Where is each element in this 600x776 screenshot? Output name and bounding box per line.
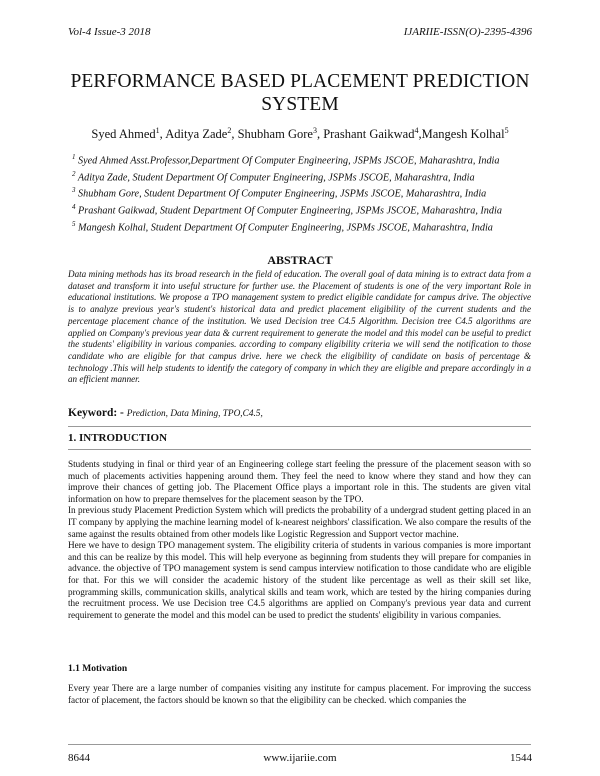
author-list: Syed Ahmed$^1$, Aditya Zade$^2$, Shubham Gore$^3$, Prashant Gaikwad$^4$,Mangesh Kolhal$^5$ [91, 126, 509, 142]
affiliation-item: $^2$ Aditya Zade, Student Department Of Computer Engineering, JSPMs JSCOE, Maharashtra, India [72, 169, 475, 184]
author-name: Mangesh Kolhal [421, 127, 505, 142]
author-name: Syed Ahmed [91, 127, 156, 142]
footer-divider [68, 744, 531, 745]
page-number-left: 8644 [68, 752, 90, 764]
section-divider [68, 426, 531, 427]
author-sup: 1 [155, 126, 160, 135]
title-line-2: SYSTEM [261, 94, 339, 115]
journal-volume: Vol-4 Issue-3 2018 [68, 26, 151, 38]
paper-title [40, 70, 560, 116]
abstract-text: Data mining methods has its broad research in the field of education. The overall goal of data mining is to extract data from a dataset and transform it into useful structure for further use. the Placement of students is one of the very important Role in educational institutions. We propose a TPO management system to predict eligible candidate for campus drive. The objective is to analyze previous year's student's historical data and predict placement eligibility of the current students and the percentage placement chance of the institution. We used Decision tree C4.5 Algorithm. Decision tree C4.5 algorithms are applied on Company's previous year data & current requirement to generate the model and this model can be useful to predict the students' eligibility in various companies. according to company eligibility criteria we will send the notification to those candidate who are eligible for that campus drive. here we check the eligibility of candidate on basis of percentage & technology .This will help students to identify the category of company in which they are eligible and prepare accordingly in a an efficient manner. [68, 269, 531, 385]
affiliation-item: $^3$ Shubham Gore, Student Department Of Computer Engineering, JSPMs JSCOE, Maharashtra, India [72, 186, 487, 200]
author-sup: 4 [414, 126, 419, 135]
journal-issn: IJARIIE-ISSN(O)-2395-4396 [403, 26, 532, 38]
journal-site: www.ijariie.com [263, 752, 337, 764]
motivation-text: Every year There are a large number of companies visiting any institute for campus placement. For improving the success factor of placement, the factors should be known so that the eligibility can be checked. which companies the [68, 683, 531, 705]
keyword-text: Prediction, Data Mining, TPO,C4.5, [126, 409, 263, 419]
intro-paragraph: Students studying in final or third year of an Engineering college start feeling the pressure of the placement season with so much of placements activities happening around them. They feel the need to know where they stand and how they can improve their chances of getting job. The Placement Office plays a important role in this. The students are given vital information on how to prepare themselves for the placement season by the TPO. [68, 459, 531, 504]
intro-paragraph: In previous study Placement Prediction System which will predicts the probability of a undergrad student getting placed in an IT company by applying the machine learning model of k-nearest neighbors' classification. We also compare the results of the same against the results obtained from other models like Logistic Regression and Support vector machine. [68, 505, 531, 539]
affiliation-item: $^5$ Mangesh Kolhal, Student Department Of Computer Engineering, JSPMs JSCOE, Maharashtra, India [72, 219, 493, 234]
keywords [68, 407, 263, 419]
author-name: Prashant Gaikwad [323, 127, 415, 142]
keyword-label: Keyword: - [68, 407, 124, 419]
affiliation-list [72, 151, 552, 234]
author-sup: 2 [227, 126, 232, 135]
title-line-1: PERFORMANCE BASED PLACEMENT PREDICTION [70, 71, 530, 92]
introduction-body [68, 459, 531, 621]
author-name: Shubham Gore [237, 127, 313, 142]
author-name: Aditya Zade [165, 127, 228, 142]
section-divider [68, 449, 531, 450]
abstract-heading: ABSTRACT [267, 253, 333, 267]
author-sup: 3 [312, 126, 317, 135]
subsection-heading-motivation: 1.1 Motivation [68, 664, 128, 674]
author-sup: 5 [504, 126, 509, 135]
intro-paragraph: Here we have to design TPO management system. The eligibility criteria of students in various companies is more important and this can be realize by this model. This will help everyone as beginning from students they will prepare for companies in advance. the objective of TPO management system is send campus interview notification to those candidate who are eligible for that. For this we will consider the academic history of the student like percentage as well as their skill set like, programming skills, communication skills, analytical skills and team work, which are tested by the hiring companies during the recruitment process. We use Decision tree C4.5 algorithms are applied on Company's previous year data and current requirement to generate the model and this model can be used to predict the students' eligibility in various companies. [68, 540, 531, 620]
affiliation-item: $^4$ Prashant Gaikwad, Student Department Of Computer Engineering, JSPMs JSCOE, Maharashtra, India [72, 203, 502, 217]
page-number-right: 1544 [510, 752, 532, 764]
affiliation-item: $^1$ Syed Ahmed Asst.Professor,Department Of Computer Engineering, JSPMs JSCOE, Maharashtra, India [72, 153, 500, 167]
section-heading-introduction: 1. INTRODUCTION [68, 432, 168, 444]
